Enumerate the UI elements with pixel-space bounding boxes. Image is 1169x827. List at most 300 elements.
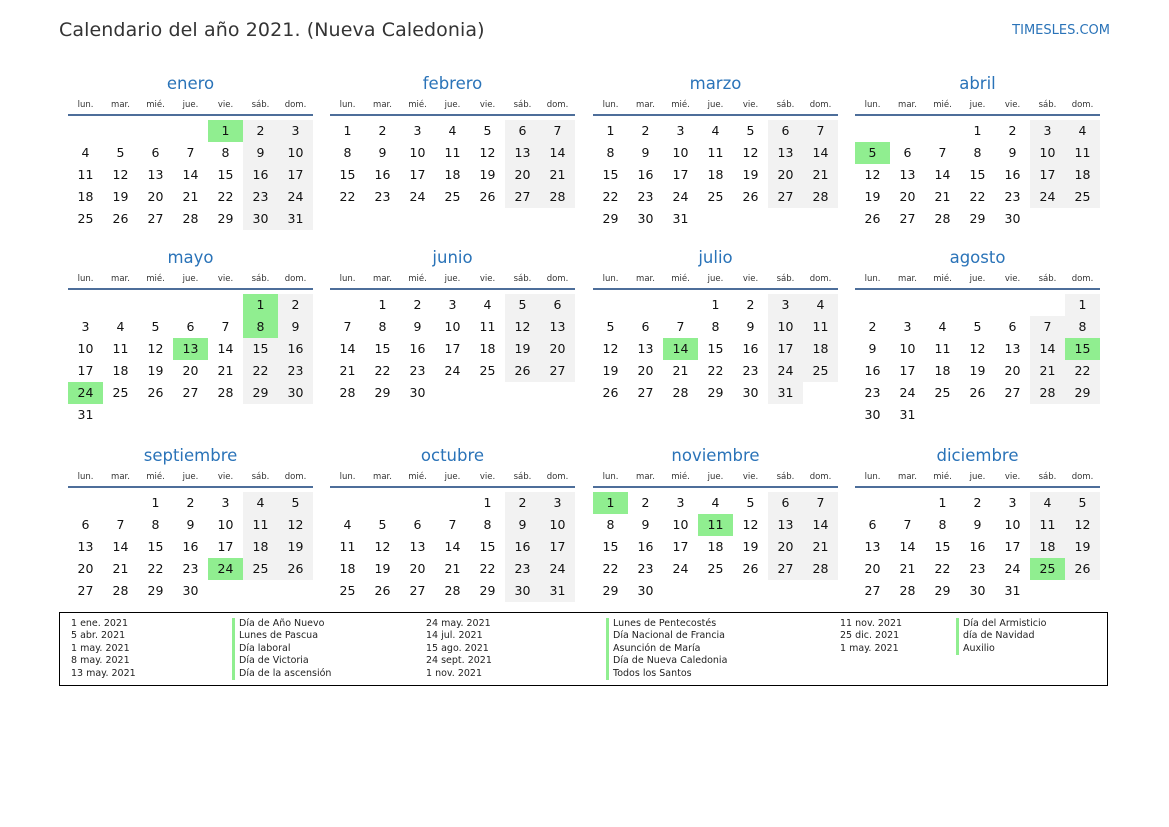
day-cell: 21 — [1030, 360, 1065, 382]
weekday-label: sáb. — [1038, 472, 1057, 482]
empty-cell — [435, 492, 470, 514]
day-cell: 12 — [742, 145, 759, 160]
day-cell: 2 — [973, 495, 982, 510]
holiday-day-cell: 14 — [663, 338, 698, 360]
day-cell: 11 — [1030, 514, 1065, 536]
day-cell: 2 — [868, 319, 877, 334]
day-cell: 17 — [899, 363, 916, 378]
day-cell: 12 — [1065, 514, 1100, 536]
day-cell: 6 — [768, 120, 803, 142]
site-link[interactable]: TIMESLES.COM — [1012, 23, 1110, 38]
day-cell: 21 — [803, 536, 838, 558]
day-cell: 19 — [1065, 536, 1100, 558]
day-cell: 19 — [147, 363, 164, 378]
day-cell: 3 — [903, 319, 912, 334]
day-cell: 12 — [278, 514, 313, 536]
day-cell: 2 — [186, 495, 195, 510]
weekday-label: dom. — [1071, 472, 1094, 482]
legend-dates — [426, 618, 492, 680]
day-cell: 5 — [746, 123, 755, 138]
month-title: agosto — [949, 248, 1006, 267]
day-cell: 14 — [1030, 338, 1065, 360]
day-cell: 31 — [540, 580, 575, 602]
day-cell: 31 — [278, 208, 313, 230]
weekday-label: mar. — [373, 274, 392, 284]
weekday-label: dom. — [1071, 100, 1094, 110]
day-cell: 21 — [217, 363, 234, 378]
weekday-label: jue. — [444, 100, 461, 110]
day-cell: 29 — [602, 211, 619, 226]
day-grid — [330, 290, 575, 404]
day-cell: 24 — [899, 385, 916, 400]
day-cell: 10 — [672, 517, 689, 532]
day-cell: 15 — [934, 539, 951, 554]
day-cell: 9 — [746, 319, 755, 334]
empty-cell — [68, 120, 103, 142]
weekday-label: mar. — [636, 472, 655, 482]
empty-cell — [330, 492, 365, 514]
legend-holiday-name: Todos los Santos — [613, 667, 692, 679]
legend-names — [232, 618, 331, 680]
day-cell: 15 — [374, 341, 391, 356]
weekday-label: vie. — [1004, 100, 1021, 110]
day-cell: 14 — [803, 142, 838, 164]
day-cell: 13 — [147, 167, 164, 182]
day-cell: 9 — [641, 145, 650, 160]
day-cell: 22 — [934, 561, 951, 576]
holiday-day-cell: 13 — [173, 338, 208, 360]
day-cell: 7 — [540, 120, 575, 142]
day-cell: 15 — [602, 167, 619, 182]
weekday-label: mié. — [146, 100, 165, 110]
weekday-header — [68, 271, 313, 290]
day-cell: 8 — [221, 145, 230, 160]
day-cell: 25 — [707, 561, 724, 576]
weekday-label: vie. — [1004, 472, 1021, 482]
weekday-label: lun. — [864, 100, 881, 110]
day-cell: 10 — [899, 341, 916, 356]
weekday-label: lun. — [602, 274, 619, 284]
day-cell: 2 — [641, 123, 650, 138]
weekday-label: dom. — [809, 274, 832, 284]
day-grid — [330, 488, 575, 602]
day-cell: 23 — [278, 360, 313, 382]
day-cell: 3 — [676, 123, 685, 138]
day-cell: 19 — [505, 338, 540, 360]
legend-holiday-name: Día de Año Nuevo — [239, 618, 325, 629]
weekday-label: lun. — [602, 472, 619, 482]
holiday-day-cell: 1 — [593, 492, 628, 514]
day-cell: 3 — [1030, 120, 1065, 142]
day-cell: 28 — [803, 186, 838, 208]
empty-cell — [330, 294, 365, 316]
day-cell: 20 — [899, 189, 916, 204]
day-cell: 29 — [707, 385, 724, 400]
day-cell: 7 — [186, 145, 195, 160]
legend-date: 1 ene. 2021 — [71, 618, 128, 629]
weekday-label: jue. — [707, 274, 724, 284]
day-cell: 4 — [243, 492, 278, 514]
day-cell: 4 — [711, 495, 720, 510]
empty-cell — [68, 492, 103, 514]
day-cell: 16 — [742, 341, 759, 356]
weekday-header — [330, 97, 575, 116]
month-title: junio — [432, 248, 473, 267]
weekday-label: mié. — [933, 472, 952, 482]
day-cell: 14 — [182, 167, 199, 182]
day-cell: 6 — [413, 517, 422, 532]
month-septiembre — [68, 445, 313, 602]
weekday-label: vie. — [742, 100, 759, 110]
day-cell: 7 — [116, 517, 125, 532]
weekday-label: mar. — [636, 274, 655, 284]
day-cell: 21 — [339, 363, 356, 378]
day-cell: 26 — [602, 385, 619, 400]
day-cell: 13 — [540, 316, 575, 338]
day-cell: 19 — [742, 539, 759, 554]
legend-holiday-name: Día de la ascensión — [239, 667, 332, 679]
day-cell: 11 — [444, 145, 461, 160]
day-cell: 30 — [864, 407, 881, 422]
legend-date: 14 jul. 2021 — [426, 630, 483, 642]
day-cell: 15 — [969, 167, 986, 182]
day-cell: 24 — [1030, 186, 1065, 208]
weekday-label: jue. — [182, 274, 199, 284]
day-cell: 10 — [1030, 142, 1065, 164]
month-abril — [855, 73, 1100, 230]
day-cell: 31 — [1004, 583, 1021, 598]
weekday-label: dom. — [284, 472, 307, 482]
day-cell: 9 — [1008, 145, 1017, 160]
day-cell: 18 — [707, 539, 724, 554]
day-cell: 27 — [864, 583, 881, 598]
empty-cell — [103, 492, 138, 514]
day-cell: 14 — [339, 341, 356, 356]
weekday-label: sáb. — [251, 274, 270, 284]
day-cell: 3 — [540, 492, 575, 514]
day-grid — [593, 488, 838, 602]
month-octubre — [330, 445, 575, 602]
legend-holiday-name: día de Navidad — [963, 630, 1035, 642]
day-cell: 24 — [409, 189, 426, 204]
day-cell: 1 — [1065, 294, 1100, 316]
weekday-header — [68, 97, 313, 116]
day-cell: 16 — [637, 539, 654, 554]
day-cell: 7 — [676, 319, 685, 334]
day-cell: 29 — [1065, 382, 1100, 404]
month-diciembre — [855, 445, 1100, 602]
day-cell: 24 — [672, 189, 689, 204]
day-cell: 26 — [505, 360, 540, 382]
day-cell: 14 — [540, 142, 575, 164]
day-cell: 23 — [864, 385, 881, 400]
day-cell: 23 — [1004, 189, 1021, 204]
day-cell: 4 — [448, 123, 457, 138]
legend-holiday-name: Día del Armisticio — [963, 618, 1047, 629]
day-cell: 27 — [768, 186, 803, 208]
day-cell: 27 — [147, 211, 164, 226]
empty-cell — [208, 294, 243, 316]
weekday-label: mié. — [146, 472, 165, 482]
weekday-label: sáb. — [513, 100, 532, 110]
day-cell: 15 — [217, 167, 234, 182]
day-cell: 17 — [768, 338, 803, 360]
day-cell: 12 — [479, 145, 496, 160]
day-cell: 10 — [278, 142, 313, 164]
day-cell: 30 — [409, 385, 426, 400]
day-cell: 9 — [505, 514, 540, 536]
empty-cell — [925, 120, 960, 142]
day-cell: 23 — [969, 561, 986, 576]
month-title: septiembre — [143, 446, 238, 465]
day-cell: 16 — [409, 341, 426, 356]
day-cell: 26 — [374, 583, 391, 598]
weekday-label: jue. — [444, 472, 461, 482]
legend-date: 11 nov. 2021 — [840, 618, 903, 629]
weekday-header — [68, 469, 313, 488]
day-cell: 7 — [343, 319, 352, 334]
day-cell: 2 — [746, 297, 755, 312]
day-cell: 30 — [243, 208, 278, 230]
day-cell: 23 — [374, 189, 391, 204]
day-cell: 26 — [969, 385, 986, 400]
legend-date: 1 may. 2021 — [71, 642, 130, 654]
day-cell: 5 — [116, 145, 125, 160]
day-cell: 11 — [339, 539, 356, 554]
day-cell: 20 — [77, 561, 94, 576]
day-cell: 29 — [217, 211, 234, 226]
day-cell: 21 — [899, 561, 916, 576]
holiday-day-cell: 11 — [698, 514, 733, 536]
day-cell: 20 — [505, 164, 540, 186]
day-cell: 6 — [151, 145, 160, 160]
day-cell: 15 — [479, 539, 496, 554]
day-cell: 24 — [444, 363, 461, 378]
day-cell: 22 — [1065, 360, 1100, 382]
month-febrero — [330, 73, 575, 208]
legend-holiday-name: Lunes de Pentecostés — [613, 618, 717, 629]
legend-names — [956, 618, 1046, 655]
day-cell: 8 — [151, 517, 160, 532]
weekday-label: jue. — [444, 274, 461, 284]
weekday-label: mar. — [898, 274, 917, 284]
legend-date: 24 may. 2021 — [426, 618, 491, 629]
weekday-label: mar. — [111, 472, 130, 482]
legend-date: 25 dic. 2021 — [840, 630, 900, 642]
day-cell: 7 — [903, 517, 912, 532]
day-cell: 31 — [672, 211, 689, 226]
weekday-label: mié. — [671, 274, 690, 284]
day-cell: 2 — [243, 120, 278, 142]
day-cell: 8 — [973, 145, 982, 160]
legend-holiday-name: Asunción de María — [613, 642, 701, 654]
day-cell: 17 — [77, 363, 94, 378]
weekday-label: sáb. — [776, 100, 795, 110]
weekday-label: vie. — [217, 100, 234, 110]
weekday-label: lun. — [77, 100, 94, 110]
day-cell: 29 — [934, 583, 951, 598]
day-cell: 12 — [969, 341, 986, 356]
weekday-label: jue. — [969, 472, 986, 482]
day-grid — [593, 116, 838, 230]
legend-holiday-name: Día laboral — [239, 642, 291, 654]
day-cell: 14 — [112, 539, 129, 554]
day-cell: 17 — [1004, 539, 1021, 554]
day-cell: 2 — [505, 492, 540, 514]
weekday-label: lun. — [339, 274, 356, 284]
day-cell: 19 — [479, 167, 496, 182]
day-cell: 20 — [182, 363, 199, 378]
month-julio — [593, 247, 838, 404]
holiday-day-cell: 24 — [68, 382, 103, 404]
day-cell: 28 — [803, 558, 838, 580]
day-cell: 22 — [602, 561, 619, 576]
day-cell: 13 — [864, 539, 881, 554]
day-cell: 13 — [505, 142, 540, 164]
day-cell: 4 — [803, 294, 838, 316]
day-cell: 4 — [711, 123, 720, 138]
legend-date: 5 abr. 2021 — [71, 630, 126, 642]
day-cell: 19 — [602, 363, 619, 378]
day-cell: 25 — [707, 189, 724, 204]
month-title: marzo — [689, 74, 742, 93]
day-cell: 12 — [602, 341, 619, 356]
holiday-day-cell: 5 — [855, 142, 890, 164]
day-cell: 20 — [864, 561, 881, 576]
month-title: octubre — [420, 446, 485, 465]
day-cell: 15 — [602, 539, 619, 554]
day-cell: 8 — [483, 517, 492, 532]
day-cell: 29 — [147, 583, 164, 598]
day-cell: 5 — [505, 294, 540, 316]
day-cell: 25 — [77, 211, 94, 226]
day-cell: 20 — [409, 561, 426, 576]
month-marzo — [593, 73, 838, 230]
day-cell: 19 — [278, 536, 313, 558]
weekday-label: vie. — [742, 472, 759, 482]
day-cell: 1 — [151, 495, 160, 510]
weekday-label: sáb. — [251, 472, 270, 482]
weekday-label: vie. — [479, 274, 496, 284]
day-cell: 6 — [540, 294, 575, 316]
day-cell: 9 — [243, 142, 278, 164]
weekday-label: sáb. — [1038, 274, 1057, 284]
legend-date: 13 may. 2021 — [71, 667, 136, 679]
day-cell: 4 — [1030, 492, 1065, 514]
holiday-day-cell: 1 — [243, 294, 278, 316]
empty-cell — [890, 294, 925, 316]
weekday-label: mié. — [933, 100, 952, 110]
day-cell: 7 — [1030, 316, 1065, 338]
empty-cell — [628, 294, 663, 316]
day-cell: 28 — [217, 385, 234, 400]
day-cell: 26 — [742, 561, 759, 576]
day-cell: 21 — [112, 561, 129, 576]
day-cell: 11 — [479, 319, 496, 334]
day-cell: 20 — [1004, 363, 1021, 378]
day-cell: 13 — [409, 539, 426, 554]
day-cell: 11 — [1065, 142, 1100, 164]
day-cell: 1 — [973, 123, 982, 138]
day-cell: 10 — [409, 145, 426, 160]
day-cell: 12 — [112, 167, 129, 182]
day-cell: 11 — [707, 145, 724, 160]
legend-holiday-name: Auxilio — [963, 642, 995, 654]
day-cell: 22 — [479, 561, 496, 576]
weekday-label: dom. — [1071, 274, 1094, 284]
day-grid — [855, 290, 1100, 426]
day-cell: 20 — [147, 189, 164, 204]
weekday-label: lun. — [864, 472, 881, 482]
empty-cell — [663, 294, 698, 316]
weekday-label: mié. — [408, 100, 427, 110]
day-cell: 18 — [444, 167, 461, 182]
day-cell: 3 — [81, 319, 90, 334]
day-cell: 13 — [768, 142, 803, 164]
day-cell: 2 — [278, 294, 313, 316]
weekday-label: jue. — [182, 472, 199, 482]
weekday-label: lun. — [77, 472, 94, 482]
day-cell: 5 — [483, 123, 492, 138]
day-cell: 14 — [934, 167, 951, 182]
day-grid — [68, 290, 313, 426]
weekday-label: lun. — [339, 472, 356, 482]
day-cell: 11 — [77, 167, 94, 182]
day-cell: 17 — [672, 167, 689, 182]
day-cell: 3 — [413, 123, 422, 138]
day-cell: 20 — [540, 338, 575, 360]
day-cell: 12 — [742, 517, 759, 532]
day-cell: 7 — [938, 145, 947, 160]
day-cell: 7 — [803, 120, 838, 142]
empty-cell — [890, 120, 925, 142]
holiday-legend — [59, 612, 1108, 686]
weekday-label: dom. — [284, 100, 307, 110]
weekday-header — [855, 97, 1100, 116]
weekday-label: jue. — [182, 100, 199, 110]
day-cell: 31 — [77, 407, 94, 422]
weekday-label: mar. — [898, 100, 917, 110]
day-cell: 18 — [77, 189, 94, 204]
weekday-label: mié. — [671, 472, 690, 482]
empty-cell — [103, 120, 138, 142]
day-cell: 23 — [409, 363, 426, 378]
day-cell: 3 — [1008, 495, 1017, 510]
day-cell: 3 — [768, 294, 803, 316]
day-cell: 12 — [147, 341, 164, 356]
weekday-label: mar. — [898, 472, 917, 482]
day-cell: 10 — [672, 145, 689, 160]
day-cell: 9 — [413, 319, 422, 334]
day-cell: 6 — [768, 492, 803, 514]
legend-dates — [71, 618, 136, 680]
day-cell: 6 — [186, 319, 195, 334]
month-mayo — [68, 247, 313, 426]
day-cell: 13 — [899, 167, 916, 182]
day-cell: 23 — [742, 363, 759, 378]
day-cell: 25 — [112, 385, 129, 400]
day-cell: 4 — [116, 319, 125, 334]
weekday-label: jue. — [707, 100, 724, 110]
day-cell: 8 — [938, 517, 947, 532]
day-cell: 19 — [112, 189, 129, 204]
weekday-label: dom. — [284, 274, 307, 284]
day-cell: 28 — [672, 385, 689, 400]
day-grid — [330, 116, 575, 208]
day-cell: 27 — [77, 583, 94, 598]
weekday-label: vie. — [479, 472, 496, 482]
day-cell: 15 — [339, 167, 356, 182]
